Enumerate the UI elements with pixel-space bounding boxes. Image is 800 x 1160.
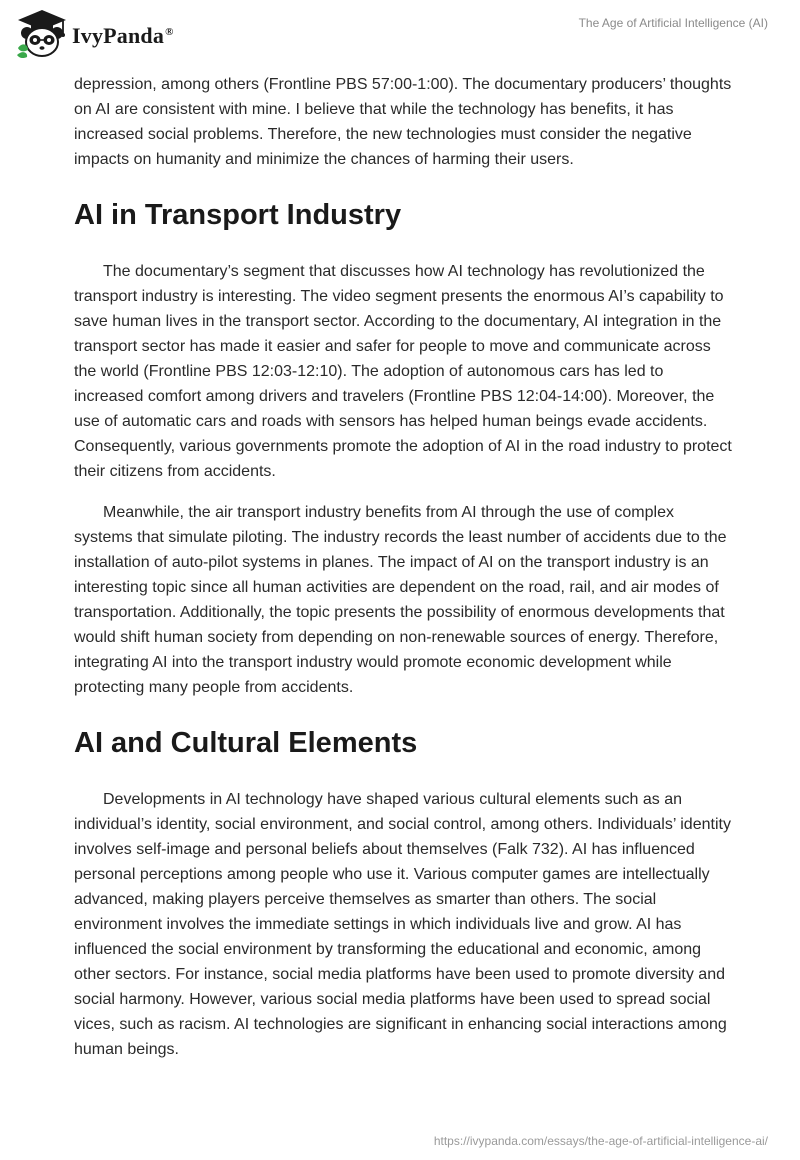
- transport-paragraph-1: The documentary’s segment that discusses how AI technology has revolutionized the transport industry is interesting. The video segment presents the enormous AI’s capability to save human lives in the transport sector. According to the documentary, AI integration in the transport sector has made it easier and safer for people to move and communicate across the world (Frontline PBS 12:03-12:10). The adoption of autonomous cars has led to increased comfort among drivers and travelers (Frontline PBS 12:04-14:00). Moreover, the use of automatic cars and roads with sensors has helped human beings evade accidents. Consequently, various governments promote the adoption of AI in the road industry to protect their citizens from accidents.: [74, 263, 732, 480]
- source-url-link[interactable]: https://ivypanda.com/essays/the-age-of-artificial-intelligence-ai/: [433, 1134, 768, 1148]
- document-title: The Age of Artificial Intelligence (AI): [578, 16, 768, 30]
- section-heading-culture: AI and Cultural Elements: [74, 727, 418, 759]
- page-header: [0, 0, 800, 70]
- essay-content: [74, 72, 734, 1062]
- culture-paragraph-1: Developments in AI technology have shaped various cultural elements such as an individual’s identity, social environment, and social control, among others. Individuals’ identity involves self-image and personal beliefs about themselves (Falk 732). AI has influenced personal perceptions among people who use it. Various computer games are intellectually advanced, making players perceive themselves as smarter than others. The social environment involves the immediate settings in which individuals live and grow. AI has influenced the social environment by transforming the educational and economic, among other sectors. For instance, social media platforms have been used to promote diversity and social harmony. However, various social media platforms have been used to spread social vices, such as racism. AI technologies are significant in enhancing social interactions among human beings.: [74, 791, 731, 1058]
- logo-text: IvyPanda®: [72, 23, 174, 48]
- ivypanda-logo[interactable]: [14, 8, 174, 60]
- intro-paragraph: depression, among others (Frontline PBS 57:00-1:00). The documentary producers’ thoughts on AI are consistent with mine. I believe that while the technology has benefits, it has increased social problems. Therefore, the new technologies must consider the negative impacts on humanity and minimize the chances of harming their users.: [74, 76, 732, 168]
- section-heading-transport: AI in Transport Industry: [74, 199, 402, 231]
- panda-graduate-icon: [14, 8, 70, 60]
- transport-paragraph-2: Meanwhile, the air transport industry benefits from AI through the use of complex systems that simulate piloting. The industry records the least number of accidents due to the installation of auto-pilot systems in planes. The impact of AI on the transport industry is an interesting topic since all human activities are dependent on the road, rail, and air modes of transportation. Additionally, the topic presents the possibility of enormous developments that would shift human society from depending on non-renewable sources of energy. Therefore, integrating AI into the transport industry would promote economic development while protecting many people from accidents.: [74, 504, 727, 696]
